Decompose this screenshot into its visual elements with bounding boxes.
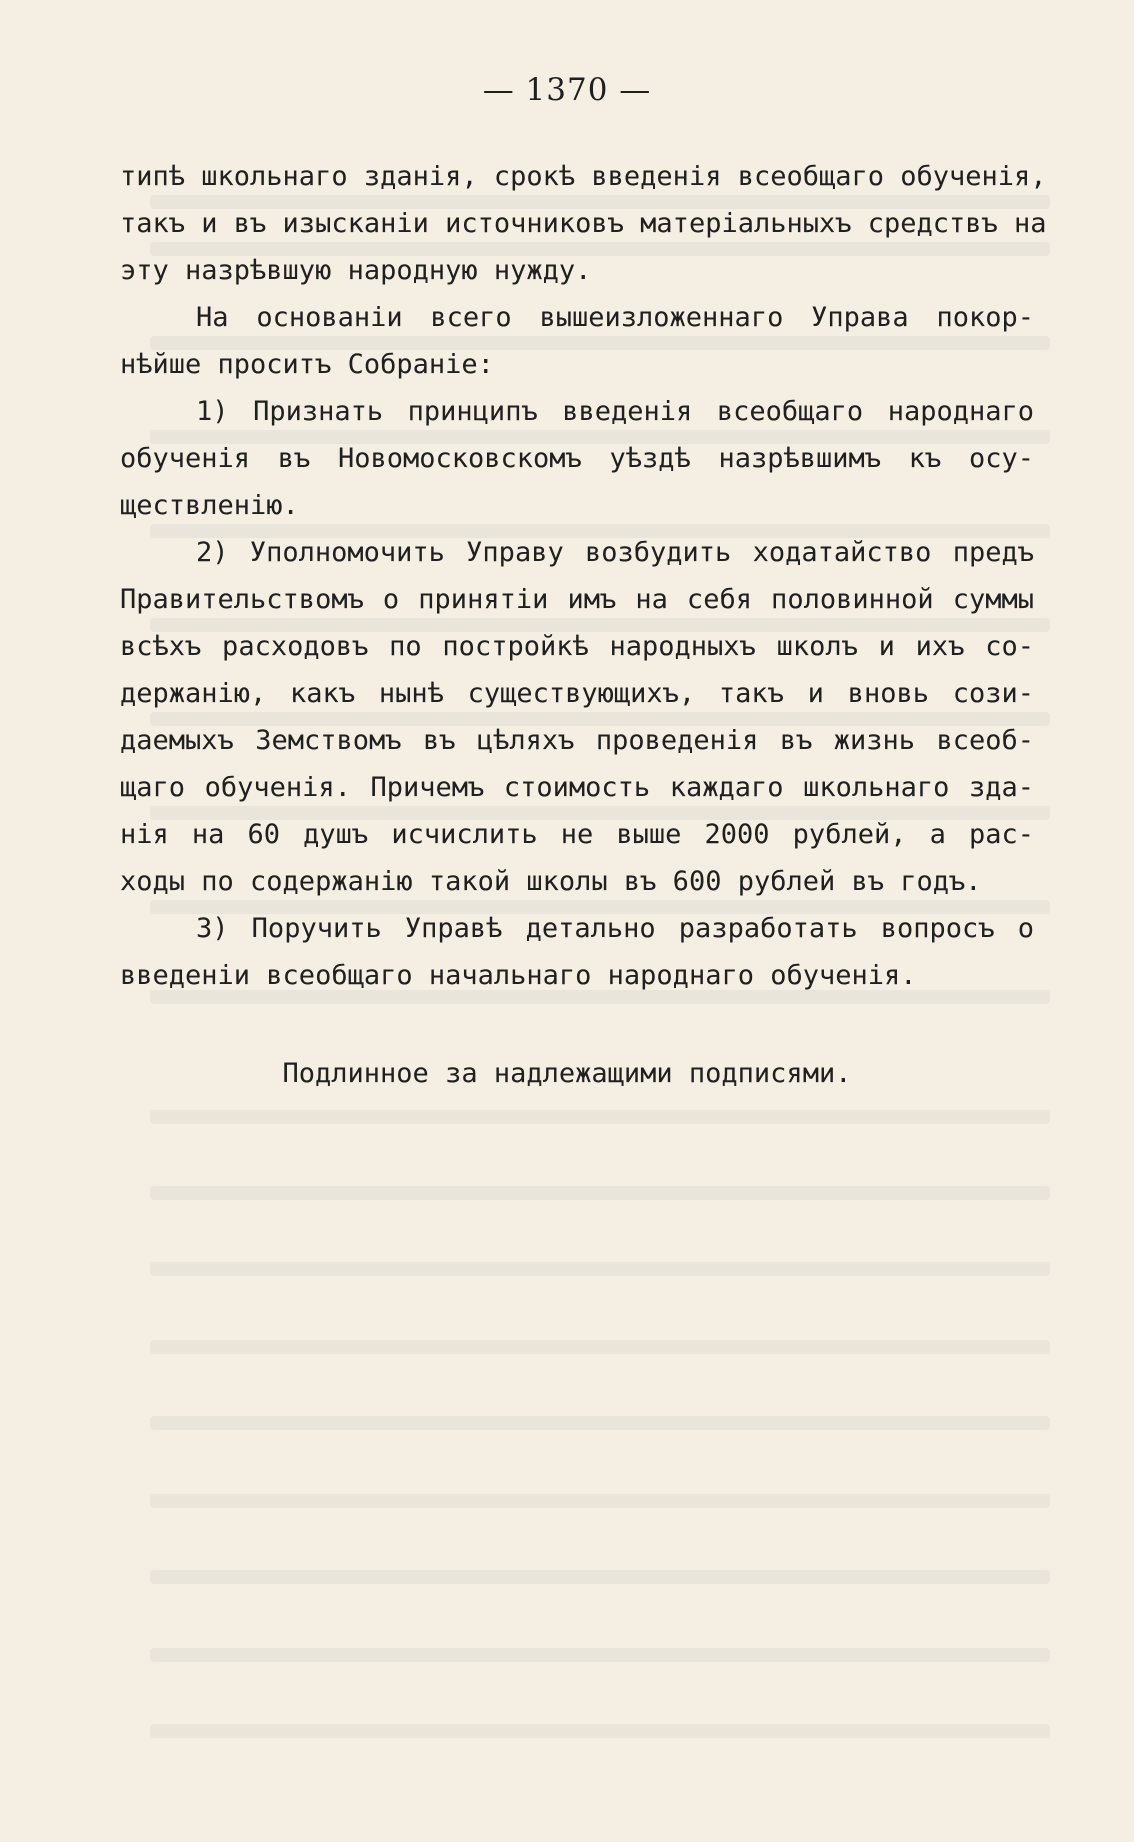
text-line: держанію, какъ нынѣ существующихъ, такъ и вновь сози- [120,678,1034,709]
text-line: эту назрѣвшую народную нужду. [120,255,592,286]
body-text [120,153,1047,999]
bleed-through-texture [150,1110,1050,1124]
closing-note: Подлинное за надлежащими подписями. [282,1058,852,1089]
bleed-through-texture [150,1648,1050,1662]
text-line: типѣ школьнаго зданія, срокѣ введенія всеобщаго обученія, [120,161,1047,192]
bleed-through-texture [150,1262,1050,1276]
page-number: — 1370 — [482,72,652,108]
text-line: ходы по содержанію такой школы въ 600 рублей въ годъ. [120,866,982,897]
paragraph-start: На основаніи всего вышеизложеннаго Управа покор- [196,302,1034,333]
text-line: нѣйше проситъ Собраніе: [120,349,494,380]
bleed-through-texture [150,1340,1050,1354]
text-line: нія на 60 душъ исчислить не выше 2000 рублей, а рас- [120,819,1034,850]
text-line: щаго обученія. Причемъ стоимость каждаго школьнаго зда- [120,772,1034,803]
bleed-through-texture [150,1494,1050,1508]
item-2-start: 2) Уполномочить Управу возбудить ходатайство предъ [196,537,1034,568]
item-1-start: 1) Признать принципъ введенія всеобщаго народнаго [196,396,1034,427]
text-line: Правительствомъ о принятіи имъ на себя половинной суммы [120,584,1034,615]
text-line: всѣхъ расходовъ по постройкѣ народныхъ школъ и ихъ со- [120,631,1034,662]
text-line: обученія въ Новомосковскомъ уѣздѣ назрѣвшимъ къ осу- [120,443,1034,474]
item-3-start: 3) Поручить Управѣ детально разработать вопросъ о [196,913,1034,944]
text-line: ществленію. [120,490,299,521]
text-line: даемыхъ Земствомъ въ цѣляхъ проведенія въ жизнь всеоб- [120,725,1034,756]
text-line: такъ и въ изысканіи источниковъ матеріальныхъ средствъ на [120,208,1047,239]
bleed-through-texture [150,1416,1050,1430]
text-line: введеніи всеобщаго начальнаго народнаго обученія. [120,960,917,991]
bleed-through-texture [150,1186,1050,1200]
bleed-through-texture [150,1570,1050,1584]
bleed-through-texture [150,1724,1050,1738]
